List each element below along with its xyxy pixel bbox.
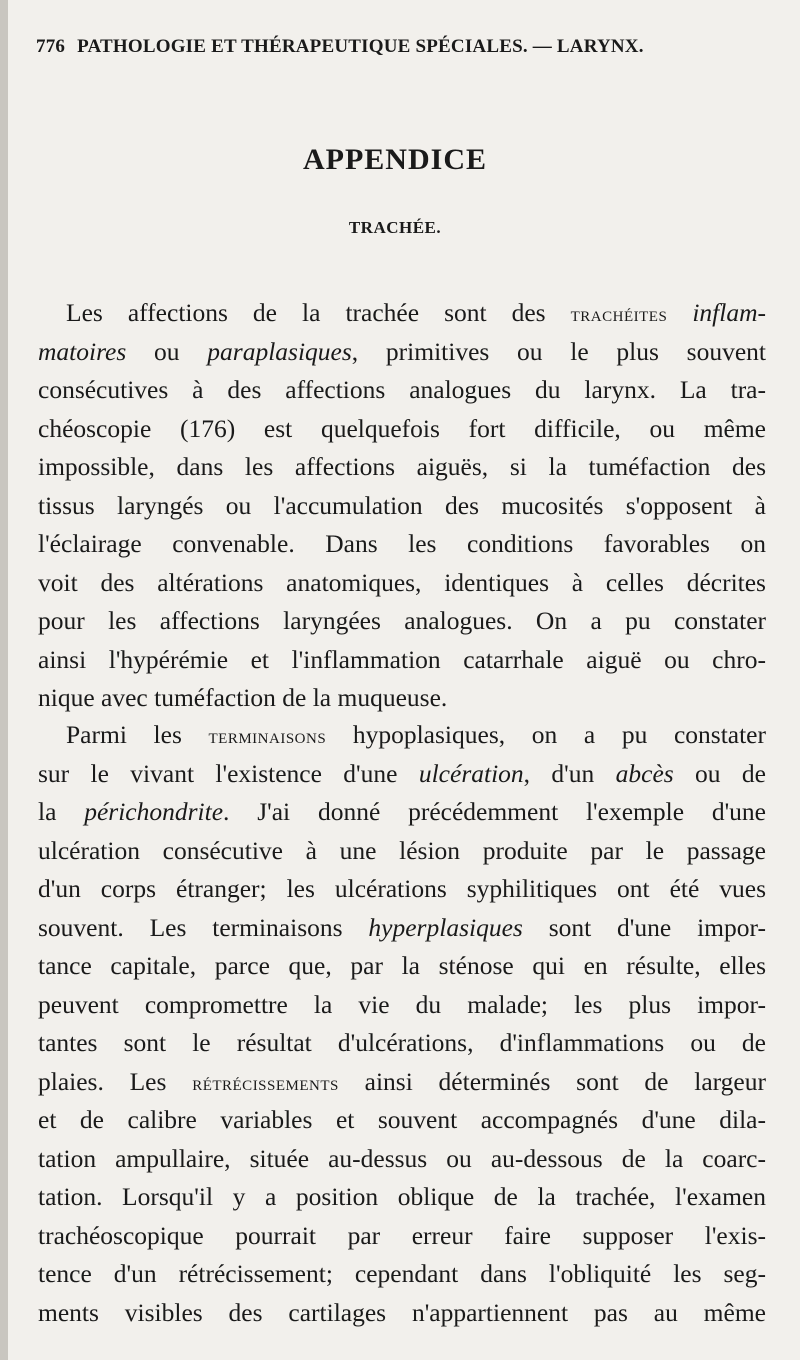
text-line: matoires ou paraplasiques, primitives ou le plus souvent: [38, 336, 766, 366]
text-line: peuvent compromettre la vie du malade; les plus impor-: [38, 989, 766, 1019]
text-line: chéoscopie (176) est quelquefois fort difficile, ou même: [38, 413, 766, 443]
small-caps-term: trachéites: [570, 301, 668, 326]
subsection-title: TRACHÉE.: [348, 218, 442, 237]
section-title: APPENDICE: [302, 143, 487, 176]
italic-term: hyperplasiques: [368, 912, 523, 942]
text-line: nique avec tuméfaction de la muqueuse.: [38, 683, 448, 712]
text-line: Les affections de la trachée sont des trachéites inflam-: [66, 298, 766, 327]
text-line: voit des altérations anatomiques, identiques à celles décrites: [38, 567, 766, 597]
text-line: tissus laryngés ou l'accumulation des mucosités s'opposent à: [38, 490, 766, 520]
text-line: la périchondrite. J'ai donné précédemment l'exemple d'une: [38, 797, 766, 826]
text-line: tence d'un rétrécissement; cependant dans l'obliquité les seg-: [38, 1259, 766, 1288]
italic-term: abcès: [615, 758, 674, 788]
paragraph-1: [38, 294, 766, 718]
text-line: pour les affections laryngées analogues. On a pu constater: [38, 606, 766, 635]
small-caps-term: rétrécissements: [192, 1069, 339, 1095]
text-line: plaies. Les rétrécissements ainsi déterminés sont de largeur: [38, 1066, 766, 1096]
text-line: sur le vivant l'existence d'une ulcération, d'un abcès ou de: [38, 758, 766, 788]
text-line: impossible, dans les affections aiguës, si la tuméfaction des: [38, 452, 766, 481]
text-line: tation ampullaire, située au-dessus ou au-dessous de la coarc-: [38, 1143, 766, 1173]
small-caps-term: terminaisons: [208, 723, 327, 748]
italic-term: matoires: [38, 336, 127, 366]
italic-term: inflam-: [692, 298, 766, 327]
text-line: ainsi l'hypérémie et l'inflammation catarrhale aiguë ou chro-: [38, 644, 766, 674]
running-title: PATHOLOGIE ET THÉRAPEUTIQUE SPÉCIALES. — LARYNX.: [77, 36, 644, 57]
text-line: ulcération consécutive à une lésion produite par le passage: [38, 835, 766, 865]
text-line: tance capitale, parce que, par la sténose qui en résulte, elles: [38, 951, 766, 980]
page-gutter-shadow: [0, 0, 8, 1360]
text-line: l'éclairage convenable. Dans les conditions favorables on: [38, 529, 766, 558]
text-line: ments visibles des cartilages n'appartiennent pas au même: [38, 1297, 766, 1327]
text-line: trachéoscopique pourrait par erreur faire supposer l'exis-: [38, 1220, 766, 1250]
italic-term: périchondrite: [84, 797, 224, 826]
italic-term: ulcération: [418, 758, 524, 788]
text-line: consécutives à des affections analogues du larynx. La tra-: [38, 375, 766, 404]
page-number: 776: [36, 36, 66, 57]
text-line: tation. Lorsqu'il y a position oblique de la trachée, l'examen: [38, 1182, 766, 1211]
paragraph-2: [38, 716, 766, 1332]
text-line: Parmi les terminaisons hypoplasiques, on a pu constater: [66, 720, 766, 749]
text-line: souvent. Les terminaisons hyperplasiques sont d'une impor-: [38, 912, 766, 942]
text-line: tantes sont le résultat d'ulcérations, d'inflammations ou de: [38, 1028, 766, 1057]
text-line: et de calibre variables et souvent accompagnés d'une dila-: [38, 1105, 766, 1134]
running-header: [36, 36, 766, 58]
text-line: d'un corps étranger; les ulcérations syphilitiques ont été vues: [38, 874, 766, 903]
italic-term: paraplasiques: [207, 336, 352, 366]
